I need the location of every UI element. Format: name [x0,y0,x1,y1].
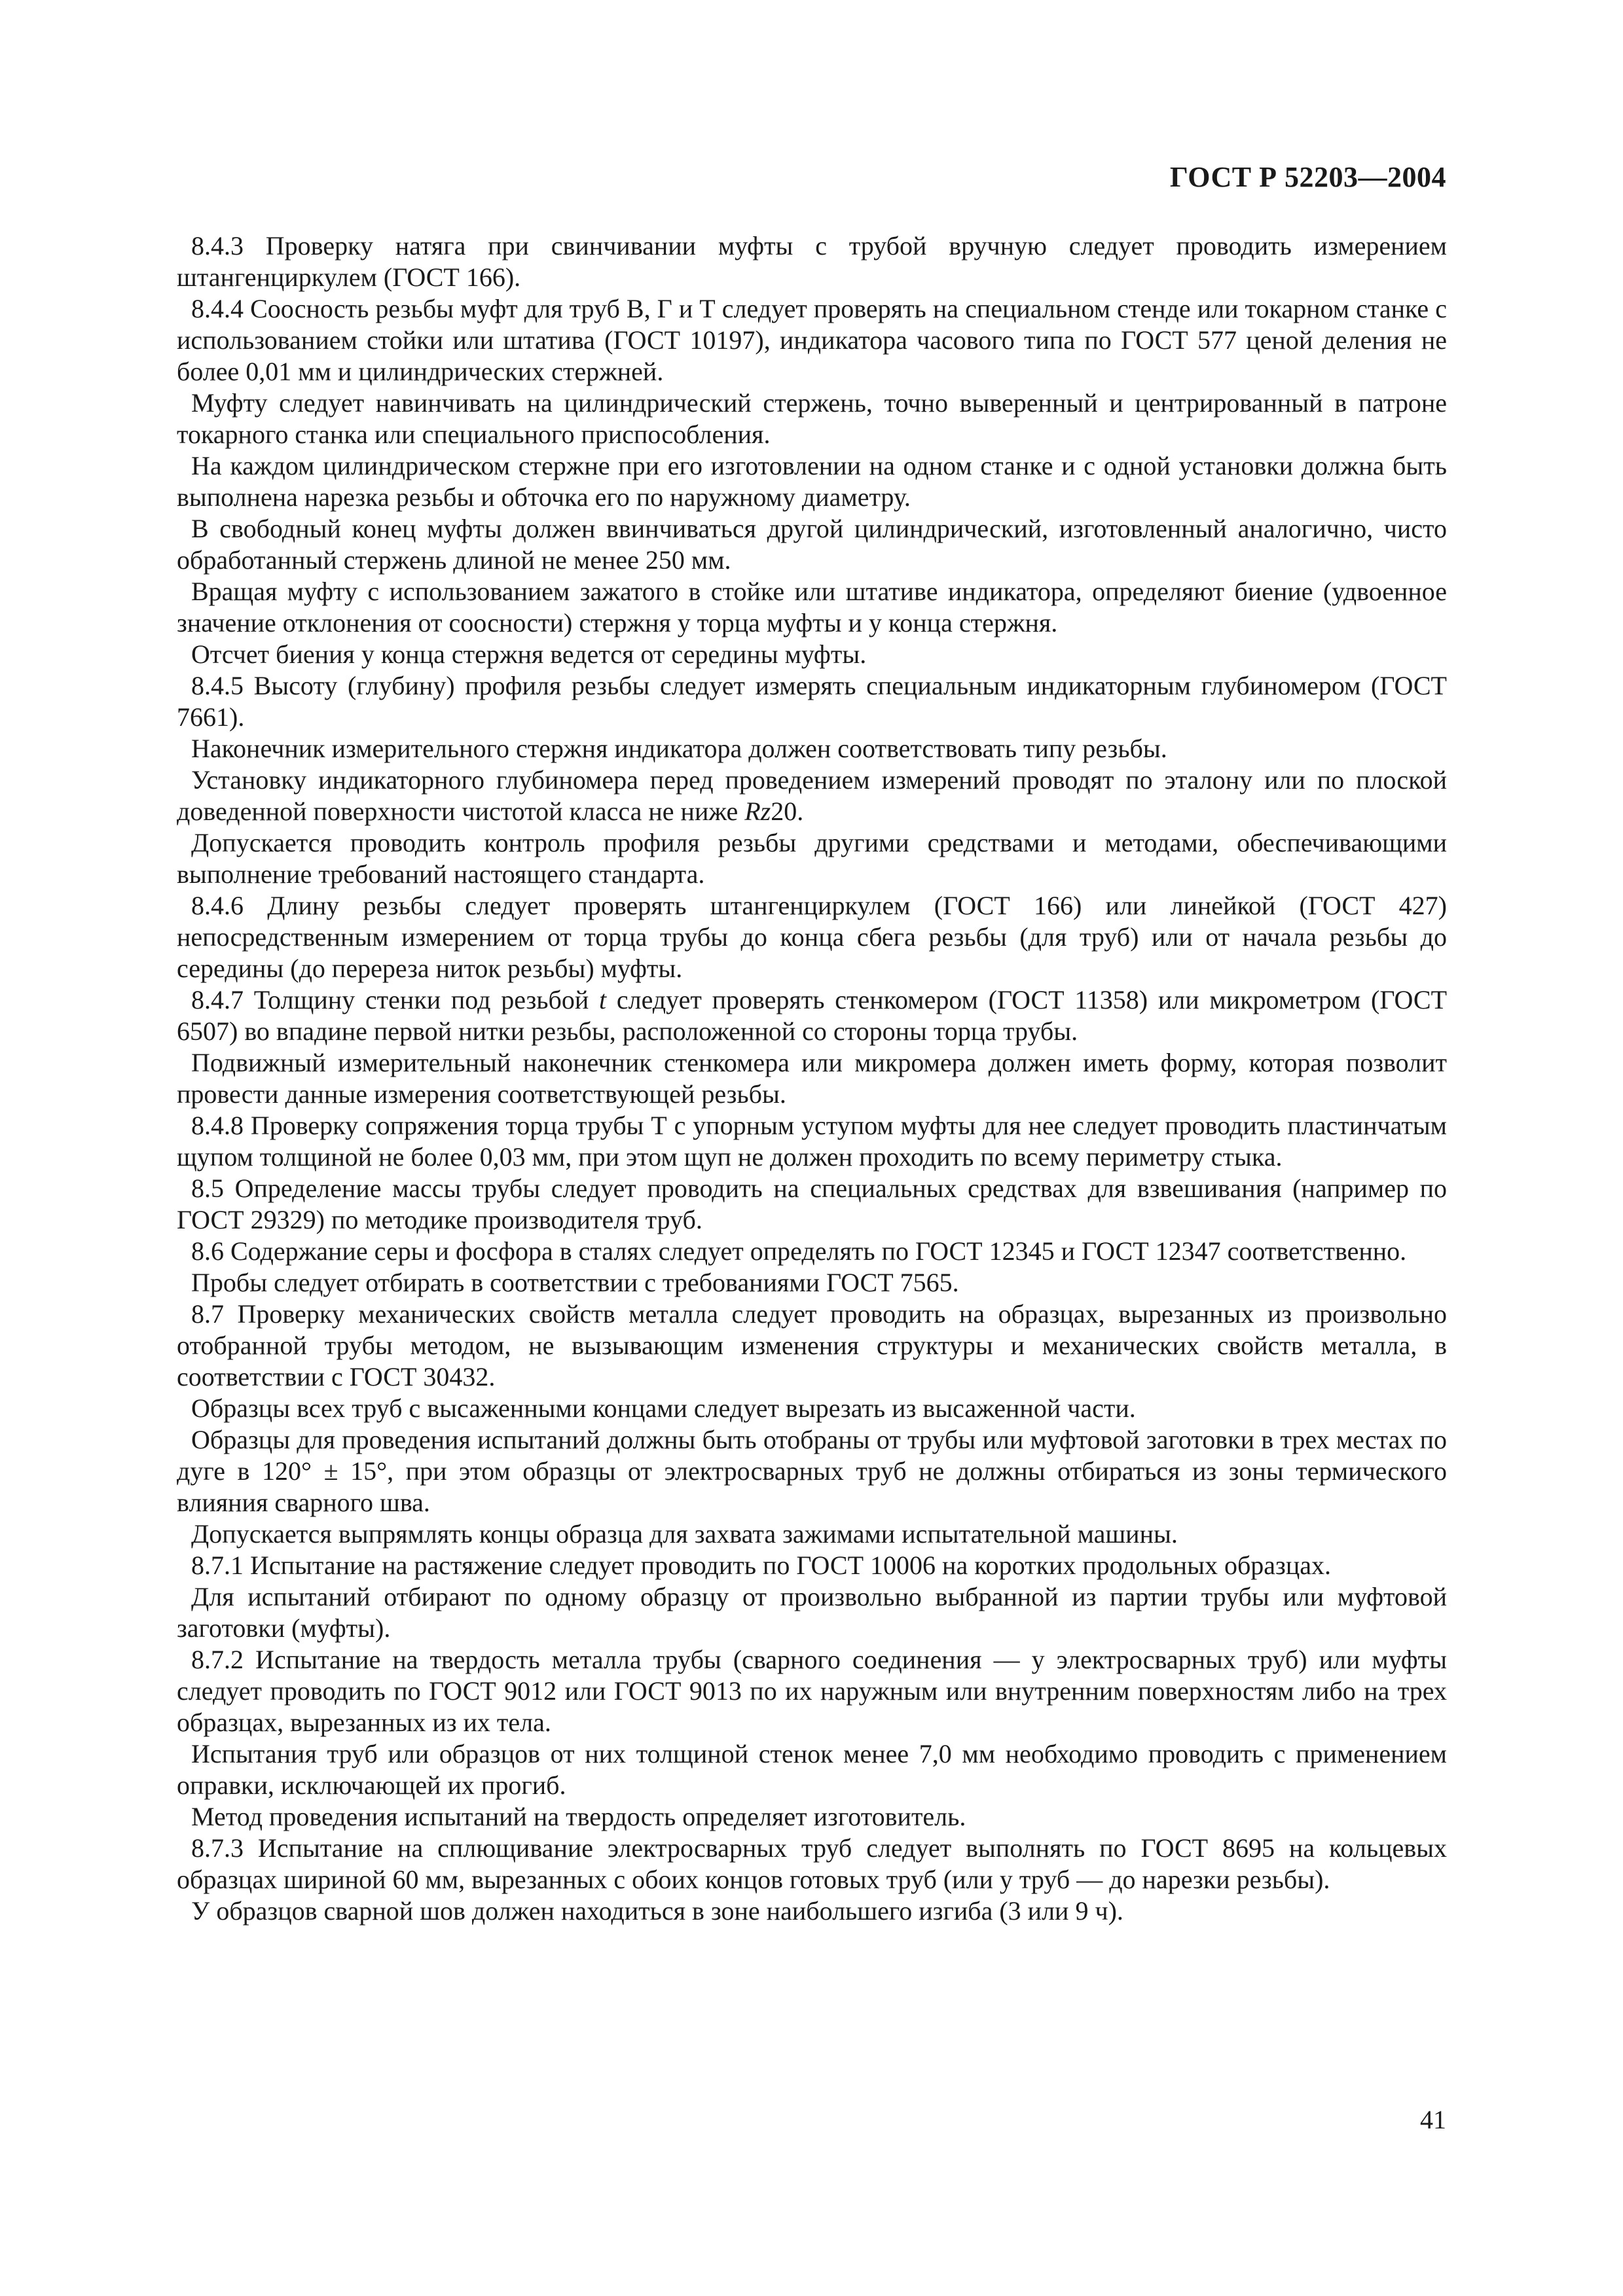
paragraph-weld-zone: У образцов сварной шов должен находиться в зоне наибольшего изгиба (3 или 9 ч). [191,1896,1123,1926]
page-number: 41 [1420,2105,1446,2134]
paragraph-8-7-1: 8.7.1 Испытание на растяжение следует проводить по ГОСТ 10006 на коротких продольных образцах. [191,1551,1332,1580]
paragraph-straighten: Допускается выпрямлять концы образца для захвата зажимами испытательной машины. [191,1519,1178,1549]
paragraph-8-7-2: 8.7.2 Испытание на твердость металла трубы (сварного соединения — у электросварных труб) или муфты следует проводить по ГОСТ 9012 или ГОСТ 9013 по их наружным или внутренним поверхностям либо на трех образцах, вырезанных из их тела. [177,1645,1447,1737]
paragraph-8-4-8: 8.4.8 Проверку сопряжения торца трубы Т с упорным уступом муфты для нее следует проводить пластинчатым щупом толщиной не более 0,03 мм, при этом щуп не должен проходить по всему периметру стыка. [177,1111,1447,1172]
paragraph-8-5: 8.5 Определение массы трубы следует проводить на специальных средствах для взвешивания (например по ГОСТ 29329) по методике производителя труб. [177,1174,1447,1234]
paragraph-sample-locations: Образцы для проведения испытаний должны быть отобраны от трубы или муфтовой заготовки в трех местах по дуге в 120° ± 15°, при этом образцы от электросварных труб не должны отбираться из зоны термического влияния сварного шва. [177,1425,1447,1517]
paragraph-runout-reading: Отсчет биения у конца стержня ведется от середины муфты. [191,639,867,669]
paragraph-sampling: Пробы следует отбирать в соответствии с требованиями ГОСТ 7565. [191,1268,959,1297]
paragraph-hardness-method: Метод проведения испытаний на твердость определяет изготовитель. [191,1802,966,1831]
wall-text-b: следует проверять стенкомером (ГОСТ 11358) или микрометром (ГОСТ 6507) во впадине первой нитки резьбы, расположенной со стороны торца трубы. [177,985,1447,1046]
paragraph-8-4-3: 8.4.3 Проверку натяга при свинчивании муфты с трубой вручную следует проводить измерением штангенциркулем (ГОСТ 166). [177,231,1447,292]
rz-value: 20. [771,797,804,826]
paragraph-8-4-6: 8.4.6 Длину резьбы следует проверять штангенциркулем (ГОСТ 166) или линейкой (ГОСТ 427) непосредственным измерением от торца трубы до конца сбега резьбы (для труб) или от начала резьбы до середины (до перереза ниток резьбы) муфты. [177,891,1447,983]
paragraph-profile-control: Допускается проводить контроль профиля резьбы другими средствами и методами, обеспечивающими выполнение требований настоящего стандарта. [177,828,1447,889]
paragraph-8-4-4: 8.4.4 Соосность резьбы муфт для труб В, Г и Т следует проверять на специальном стенде или токарном станке с использованием стойки или штатива (ГОСТ 10197), индикатора часового типа по ГОСТ 577 ценой деления не более 0,01 мм и цилиндрических стержней. [177,294,1447,386]
paragraph-movable-tip: Подвижный измерительный наконечник стенкомера или микромера должен иметь форму, которая позволит провести данные измерения соответствующей резьбы. [177,1048,1447,1109]
t-symbol: t [599,985,607,1014]
paragraph-8-4-5: 8.4.5 Высоту (глубину) профиля резьбы следует измерять специальным индикаторным глубиномером (ГОСТ 7661). [177,671,1447,732]
document-body [177,230,1447,1927]
paragraph-upset-ends: Образцы всех труб с высаженными концами следует вырезать из высаженной части. [191,1393,1136,1423]
paragraph-coupling-mount: Муфту следует навинчивать на цилиндрический стержень, точно выверенный и центрированный в патроне токарного станка или специального приспособления. [177,388,1447,449]
paragraph-depth-gauge-setup [177,764,1447,827]
paragraph-tip: Наконечник измерительного стержня индикатора должен соответствовать типу резьбы. [191,734,1167,763]
paragraph-rod-machining: На каждом цилиндрическом стержне при его изготовлении на одном станке и с одной установки должна быть выполнена нарезка резьбы и обточка его по наружному диаметру. [177,451,1447,512]
paragraph-8-6: 8.6 Содержание серы и фосфора в сталях следует определять по ГОСТ 12345 и ГОСТ 12347 соответственно. [191,1236,1407,1266]
paragraph-mandrel: Испытания труб или образцов от них толщиной стенок менее 7,0 мм необходимо проводить с применением оправки, исключающей их прогиб. [177,1739,1447,1800]
wall-text-a: 8.4.7 Толщину стенки под резьбой [191,985,599,1014]
setup-text: Установку индикаторного глубиномера перед проведением измерений проводят по эталону или по плоской доведенной поверхности чистотой класса не ниже [177,765,1447,826]
paragraph-8-7: 8.7 Проверку механических свойств металла следует проводить на образцах, вырезанных из произвольно отобранной трубы методом, не вызывающим изменения структуры и механических свойств металла, в соответствии с ГОСТ 30432. [177,1299,1447,1391]
paragraph-8-4-7 [177,984,1447,1047]
paragraph-8-7-3: 8.7.3 Испытание на сплющивание электросварных труб следует выполнять по ГОСТ 8695 на кольцевых образцах шириной 60 мм, вырезанных с обоих концов готовых труб (или у труб — до нарезки резьбы). [177,1833,1447,1894]
rz-symbol: Rz [744,797,771,826]
paragraph-free-end: В свободный конец муфты должен ввинчиваться другой цилиндрический, изготовленный аналогично, чисто обработанный стержень длиной не менее 250 мм. [177,514,1447,575]
standard-header: ГОСТ Р 52203—2004 [1169,161,1446,193]
paragraph-runout: Вращая муфту с использованием зажатого в стойке или штативе индикатора, определяют биение (удвоенное значение отклонения от соосности) стержня у торца муфты и у конца стержня. [177,577,1447,637]
paragraph-one-sample: Для испытаний отбирают по одному образцу от произвольно выбранной из партии трубы или муфтовой заготовки (муфты). [177,1582,1447,1643]
